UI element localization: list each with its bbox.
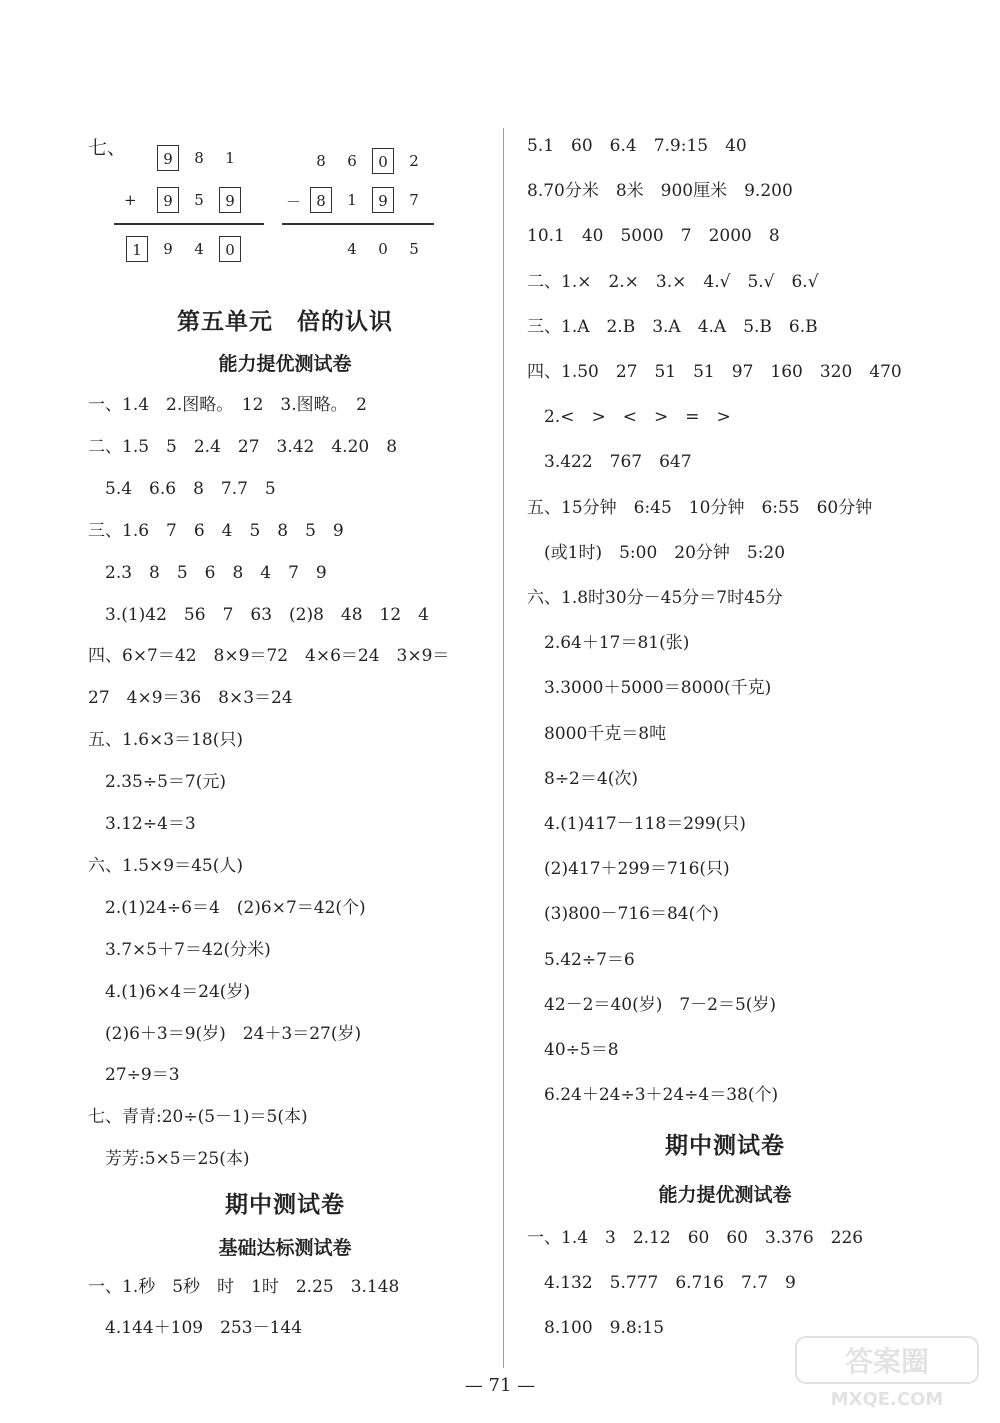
page-number: — 71 — xyxy=(464,1375,536,1396)
digit: 8 xyxy=(316,152,326,170)
answer-line: 10.1 40 5000 7 2000 8 xyxy=(527,226,780,247)
answer-line: 3.7×5＋7＝42(分米) xyxy=(88,939,271,960)
answer-line: 四、6×7＝42 8×9＝72 4×6＝24 3×9＝ xyxy=(88,646,450,667)
answer-line: 27÷9＝3 xyxy=(88,1065,180,1086)
filled-digit-box: 8 xyxy=(310,187,332,213)
filled-digit-box: 0 xyxy=(372,148,394,174)
answer-line: 三、1.6 7 6 4 5 8 5 9 xyxy=(88,520,344,541)
sum-line xyxy=(114,223,264,225)
digit: 1 xyxy=(347,191,357,209)
answer-line: 一、1.4 2.图略。 12 3.图略。 2 xyxy=(88,395,367,415)
minus-sign: － xyxy=(286,193,302,211)
answer-line: 6.24＋24÷3＋24÷4＝38(个) xyxy=(527,1085,779,1106)
answer-line: 2.35÷5＝7(元) xyxy=(88,772,226,793)
answer-line: 5.42÷7＝6 xyxy=(527,949,635,970)
answer-line: 2.3 8 5 6 8 4 7 9 xyxy=(88,562,327,583)
digit: 7 xyxy=(409,191,419,209)
svg-text:MXQE.COM: MXQE.COM xyxy=(830,1389,944,1410)
digit: 0 xyxy=(378,240,388,258)
answer-line: 一、1.4 3 2.12 60 60 3.376 226 xyxy=(527,1228,864,1248)
answer-line: (或1时) 5:00 20分钟 5:20 xyxy=(527,542,786,563)
answer-line: 七、青青:20÷(5－1)＝5(本) xyxy=(88,1107,308,1128)
answer-line: 3.(1)42 56 7 63 (2)8 48 12 4 xyxy=(88,604,429,625)
answer-line: 3.3000＋5000＝8000(千克) xyxy=(527,678,772,699)
digit: 4 xyxy=(347,240,357,258)
answer-line: 3.422 767 647 xyxy=(527,452,692,473)
answer-line: 42－2＝40(岁) 7－2＝5(岁) xyxy=(527,994,777,1015)
digit: 6 xyxy=(347,152,357,170)
answer-line: 三、1.A 2.B 3.A 4.A 5.B 6.B xyxy=(527,316,818,337)
section-subtitle-2: 基础达标测试卷 xyxy=(218,1237,352,1259)
section-subtitle-right: 能力提优测试卷 xyxy=(658,1184,792,1206)
answer-line: 8÷2＝4(次) xyxy=(527,768,638,789)
filled-digit-box: 0 xyxy=(219,236,241,262)
answer-line: (2)417＋299＝716(只) xyxy=(527,859,730,880)
filled-digit-box: 9 xyxy=(157,145,179,171)
difference-line xyxy=(282,223,434,225)
digit: 9 xyxy=(163,240,173,258)
answer-line: 4.(1)417－118＝299(只) xyxy=(527,814,746,834)
midterm-title-right: 期中测试卷 xyxy=(665,1133,785,1159)
digit: 5 xyxy=(194,191,204,209)
answer-line: 4.132 5.777 6.716 7.7 9 xyxy=(527,1273,796,1293)
answer-line: 五、1.6×3＝18(只) xyxy=(88,730,243,751)
filled-digit-box: 9 xyxy=(219,187,241,213)
answer-line: 2.(1)24÷6＝4 (2)6×7＝42(个) xyxy=(88,897,366,918)
digit: 5 xyxy=(409,240,419,258)
answer-line: 六、1.8时30分－45分＝7时45分 xyxy=(527,588,783,608)
arith-heading: 七、 xyxy=(88,137,127,159)
answer-line: 8000千克＝8吨 xyxy=(527,723,667,744)
answer-line: 六、1.5×9＝45(人) xyxy=(88,855,243,876)
filled-digit-box: 9 xyxy=(372,187,394,213)
answer-line: 4.144＋109 253－144 xyxy=(88,1318,303,1338)
answer-line: 4.(1)6×4＝24(岁) xyxy=(88,981,251,1002)
answer-line: 2.< > < > = > xyxy=(527,407,731,428)
section-subtitle: 能力提优测试卷 xyxy=(218,353,352,375)
answer-line: (2)6＋3＝9(岁) 24＋3＝27(岁) xyxy=(88,1023,362,1044)
answer-line: 40÷5＝8 xyxy=(527,1040,619,1060)
digit: 4 xyxy=(194,240,204,258)
answer-line: (3)800－716＝84(个) xyxy=(527,904,719,925)
answer-line: 8.100 9.8:15 xyxy=(527,1318,665,1338)
plus-sign: + xyxy=(124,191,137,209)
answer-line: 5.4 6.6 8 7.7 5 xyxy=(88,478,276,499)
answer-line: 芳芳:5×5＝25(本) xyxy=(88,1149,250,1170)
answer-line: 二、1.5 5 2.4 27 3.42 4.20 8 xyxy=(88,436,398,457)
answer-line: 一、1.秒 5秒 时 1时 2.25 3.148 xyxy=(88,1277,400,1297)
answer-line: 四、1.50 27 51 51 97 160 320 470 xyxy=(527,362,902,382)
answer-line: 2.64＋17＝81(张) xyxy=(527,633,690,654)
digit: 2 xyxy=(409,152,419,170)
answer-line: 5.1 60 6.4 7.9:15 40 xyxy=(527,136,747,156)
answer-line: 27 4×9＝36 8×3＝24 xyxy=(88,688,293,709)
watermark-logo xyxy=(792,1333,982,1413)
unit-title: 第五单元 倍的认识 xyxy=(177,309,393,335)
digit: 8 xyxy=(194,149,204,167)
filled-digit-box: 9 xyxy=(157,187,179,213)
column-divider xyxy=(503,128,504,1368)
digit: 1 xyxy=(225,149,235,167)
filled-digit-box: 1 xyxy=(126,236,148,262)
midterm-title-left: 期中测试卷 xyxy=(225,1192,345,1218)
answer-line: 五、15分钟 6:45 10分钟 6:55 60分钟 xyxy=(527,497,873,518)
svg-text:答案圈: 答案圈 xyxy=(844,1345,930,1378)
answer-line: 二、1.× 2.× 3.× 4.√ 5.√ 6.√ xyxy=(527,271,819,292)
answer-line: 3.12÷4＝3 xyxy=(88,814,196,834)
answer-line: 8.70分米 8米 900厘米 9.200 xyxy=(527,181,793,202)
